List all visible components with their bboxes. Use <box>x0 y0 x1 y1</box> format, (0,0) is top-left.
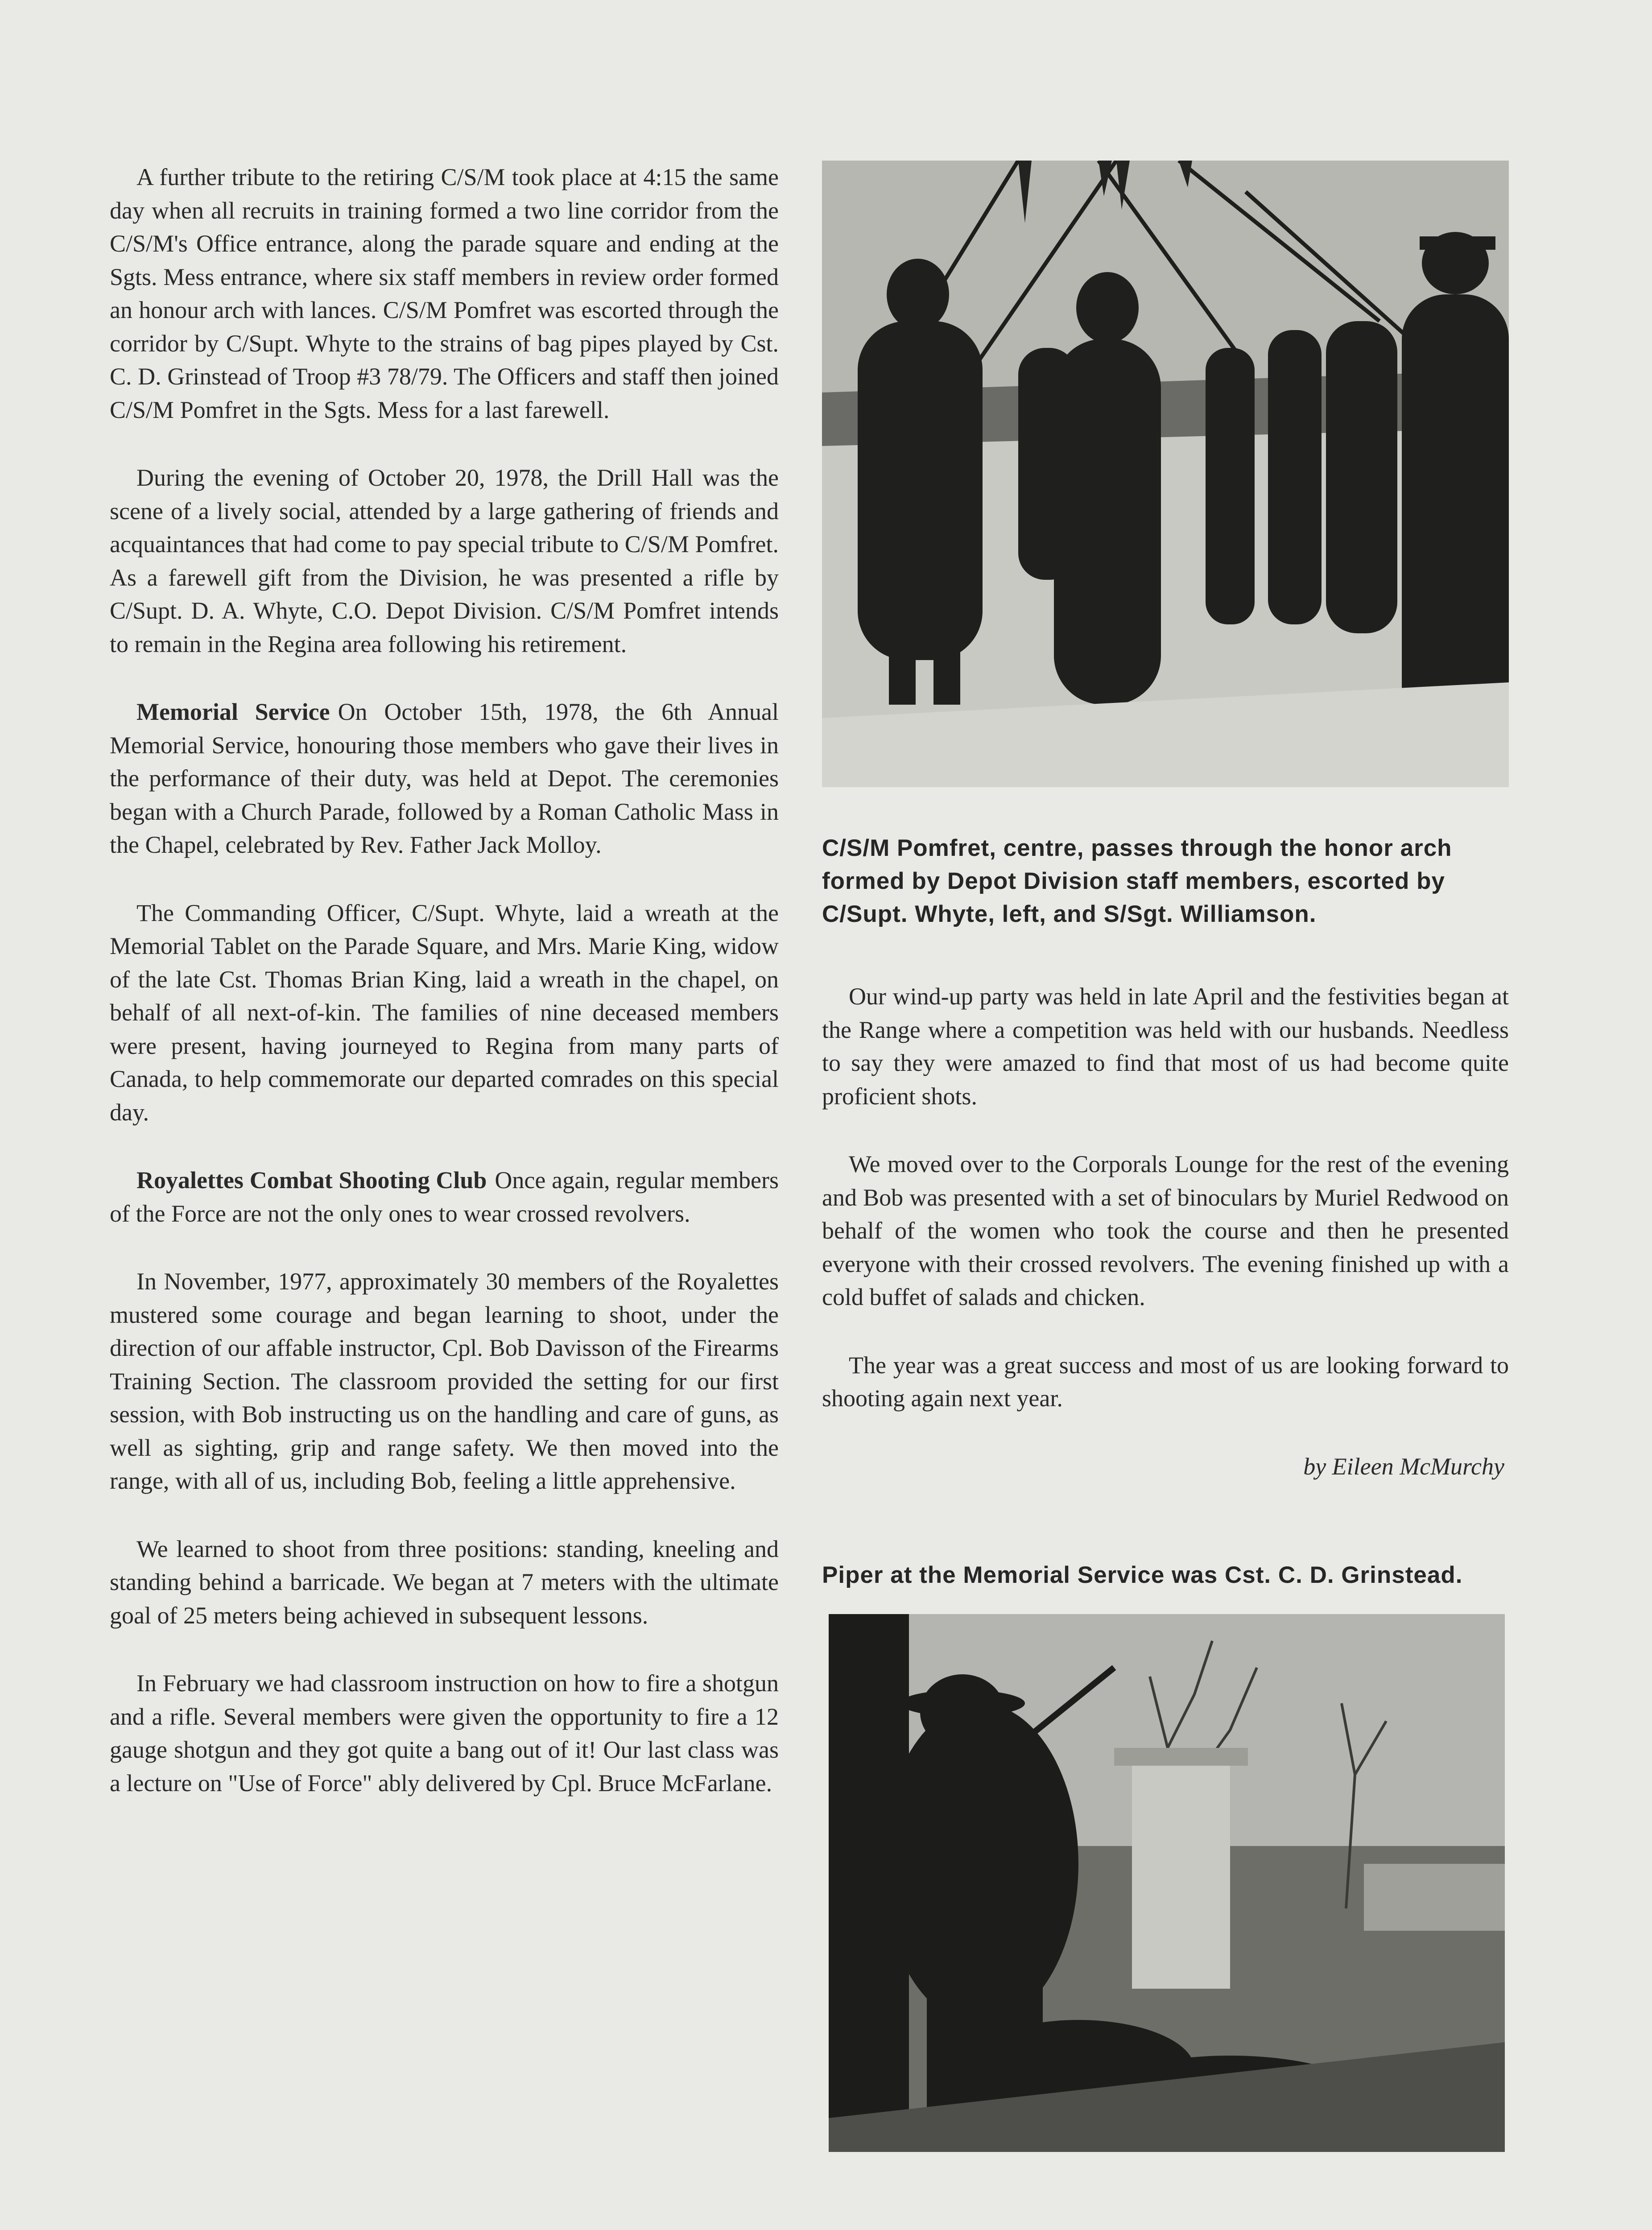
piper-photo <box>829 1614 1505 2152</box>
author-byline: by Eileen McMurchy <box>1303 1453 1504 1480</box>
article-paragraph: In February we had classroom instruction on how to fire a shotgun and a rifle. Several members were given the opportunity to fire a 12 gauge shotgun and they got quite a bang out of it! Our last class was a lecture on "Use of Force" ably delivered by Cpl. Bruce McFarlane. <box>110 1670 779 1796</box>
honor-arch-photo <box>822 161 1509 787</box>
left-column <box>110 161 779 1834</box>
article-paragraph: We moved over to the Corporals Lounge for the rest of the evening and Bob was presented with a set of binoculars by Muriel Redwood on behalf of the women who took the course and then he presented everyone with their crossed revolvers. The evening finished up with a cold buffet of salads and chicken. <box>822 1151 1509 1310</box>
piper-photo-illustration <box>829 1614 1505 2152</box>
section-heading-memorial-service: Memorial Service <box>136 698 330 725</box>
article-paragraph <box>110 695 779 862</box>
article-paragraph: The Commanding Officer, C/Supt. Whyte, laid a wreath at the Memorial Tablet on the Parade Square, and Mrs. Marie King, widow of the late Cst. Thomas Brian King, laid a wreath in the chapel, on behalf of all next-of-kin. The families of nine deceased members were present, having journeyed to Regina from many parts of Canada, to help commemorate our departed comrades on this special day. <box>110 899 779 1126</box>
photo-caption-piper: Piper at the Memorial Service was Cst. C. D. Grinstead. <box>822 1562 1463 1588</box>
article-paragraph: During the evening of October 20, 1978, the Drill Hall was the scene of a lively social, attended by a large gathering of friends and acquaintances that had come to pay special tribute to C/S/M Pomfret. As a farewell gift from the Division, he was presented a rifle by C/Supt. D. A. Whyte, C.O. Depot Division. C/S/M Pomfret intends to remain in the Regina area following his retirement. <box>110 464 779 657</box>
right-column <box>822 161 1509 2152</box>
article-paragraph: A further tribute to the retiring C/S/M took place at 4:15 the same day when all recruits in training formed a two line corridor from the C/S/M's Office entrance, along the parade square and ending at the Sgts. Mess entrance, where six staff members in review order formed an honour arch with lances. C/S/M Pomfret was escorted through the corridor by C/Supt. Whyte to the strains of bag pipes played by Cst. C. D. Grinstead of Troop #3 78/79. The Officers and staff then joined C/S/M Pomfret in the Sgts. Mess for a last farewell. <box>110 164 779 423</box>
article-paragraph: The year was a great success and most of us are looking forward to shooting again next year. <box>822 1351 1509 1412</box>
article-paragraph <box>110 1164 779 1230</box>
article-paragraph: We learned to shoot from three positions: standing, kneeling and standing behind a barricade. We began at 7 meters with the ultimate goal of 25 meters being achieved in subsequent lessons. <box>110 1535 779 1629</box>
article-text: On October 15th, 1978, the 6th Annual Memorial Service, honouring those members who gave their lives in the performance of their duty, was held at Depot. The ceremonies began with a Church Parade, followed by a Roman Catholic Mass in the Chapel, celebrated by Rev. Father Jack Molloy. <box>110 698 779 858</box>
article-paragraph: Our wind-up party was held in late April and the festivities began at the Range where a competition was held with our husbands. Needless to say they were amazed to find that most of us had become quite proficient shots. <box>822 983 1509 1110</box>
article-paragraph: In November, 1977, approximately 30 members of the Royalettes mustered some courage and began learning to shoot, under the direction of our affable instructor, Cpl. Bob Davisson of the Firearms Training Section. The classroom provided the setting for our first session, with Bob instructing us on the handling and care of guns, as well as sighting, grip and range safety. We then moved into the range, with all of us, including Bob, feeling a little apprehensive. <box>110 1268 779 1494</box>
photo-caption-honor-arch: C/S/M Pomfret, centre, passes through the honor arch formed by Depot Division staff members, escorted by C/Supt. Whyte, left, and S/Sgt. Williamson. <box>822 835 1452 927</box>
article-text: Once again, regular members of the Force are not the only ones to wear crossed revolvers. <box>110 1167 779 1227</box>
section-heading-royalettes: Royalettes Combat Shooting Club <box>136 1167 487 1193</box>
honor-arch-photo-illustration <box>822 161 1509 787</box>
